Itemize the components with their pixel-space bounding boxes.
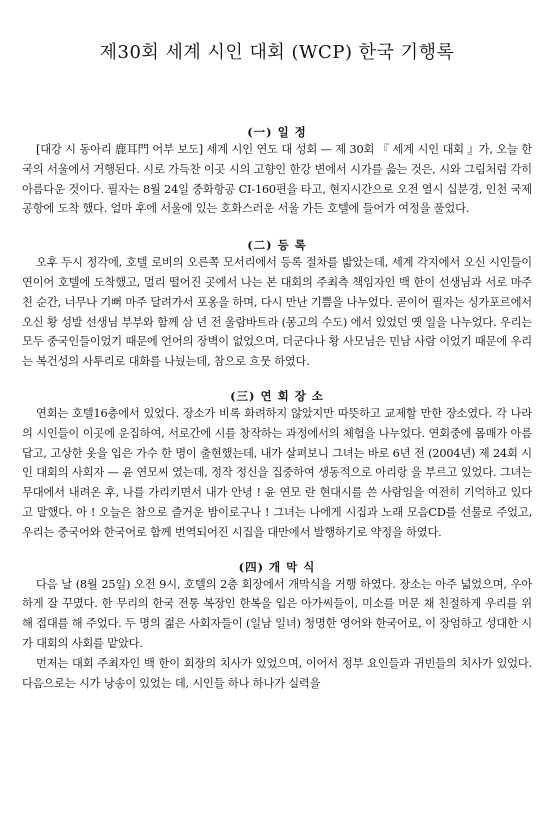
section-paragraph: 연회는 호텔16층에서 있었다. 장소가 비록 화려하지 않았지만 따뜻하고 교제할 만한 장소였다. 각 나라의 시인들이 이곳에 운집하여, 서로간에 시를 창작하는 과정에서의 체험을 나누었다. 연회중에 몸매가 아름답고, 고상한 옷을 입은 가수 한 명이 출현했는데, 내가 살펴보니 그녀는 바로 6년 전 (2004년) 제 24회 시인 대회의 사회자 — 윤 연모씨 였는데, 정작 정신을 집중하여 생동적으로 아리랑 을 부르고 있었다. 그녀는 무대에서 내려온 후, 나를 가리키면서 내가 안녕 ! 윤 연모 란 현대시를 쓴 사람임을 여전히 기억하고 있다고 말했다. 아 ! 오늘은 참으로 즐거운 밤이로구나 ! 그녀는 나에게 시집과 노래 모음CD를 선물로 주었고, 우리는 중국어와 한국어로 함께 번역되어진 시집을 대만에서 발행하기로 약정을 하였다. bbox=[22, 406, 532, 539]
document-page bbox=[0, 38, 550, 838]
section-paragraph: [대강 시 동아리 鹿耳門 어부 보도] 세계 시인 연도 대 성회 — 제 30회 『 세계 시인 대회 』가, 오늘 한국의 서울에서 거행된다. 시로 가득찬 이곳 시의 고향인 한강 변에서 시가를 읊는 것은, 시와 그림처럼 각히 아름다운 것이다. 필자는 8월 24일 중화항공 CI-160편을 타고, 현지시간으로 오전 열시 십분경, 인천 국제 공항에 도착 했다. 얼마 후에 서울에 있는 호화스러운 서울 가든 호텔에 들어가 여정을 풀었다. bbox=[22, 143, 532, 216]
document-title: 제30회 세계 시인 대회 (WCP) 한국 기행록 bbox=[99, 42, 455, 63]
section-paragraph: 먼저는 대회 주최자인 백 한이 회장의 치사가 있었으며, 이어서 정부 요인들과 귀빈들의 치사가 있었다. 다음으로는 시가 낭송이 있었는 데, 시인들 하나 하나가 실력을 bbox=[22, 656, 532, 690]
section-paragraph: 오후 두시 정각에, 호텔 로비의 오른쪽 모서리에서 등록 절차를 밟았는데, 세계 각지에서 오신 시인들이 연이어 호텔에 도착했고, 멀리 떨어진 곳에서 나는 본 대회의 주최측 책임자인 백 한이 선생님과 서로 마주친 순간, 너무나 기뻐 마주 달려가서 포옹을 하며, 다시 만난 기쁨을 나누었다. 곧이어 필자는 싱가포르에서 오신 황 성발 선생님 부부와 함께 삼 년 전 울람바트라 (몽고의 수도) 에서 있었던 옛 일을 나누었다. 우리는 모두 중국인들이었기 때문에 언어의 장벽이 없었으며, 더군다나 황 사모님은 민남 사람 이었기 때문에 우리는 복건성의 사투리로 대화를 나눴는데, 참으로 흐뭇 하였다. bbox=[22, 256, 532, 369]
section-heading-banquet: (三) 연 회 장 소 bbox=[230, 388, 324, 403]
section-paragraph: 다음 날 (8월 25일) 오전 9시, 호텔의 2층 회장에서 개막식을 거행 하였다. 장소는 아주 넓었으며, 우아하게 잘 꾸몄다. 한 무리의 한국 전통 복장인 한복을 입은 아가씨들이, 미소를 머문 채 친절하게 우리를 위해 접대를 해 주었다. 두 명의 젊은 사회자들이 (일남 일녀) 청명한 영어와 한국어로, 이 장엄하고 성대한 시가 대회의 사회를 맡았다. bbox=[22, 577, 532, 650]
section-heading-opening-ceremony: (四) 개 막 식 bbox=[238, 559, 316, 574]
section-heading-registration: (二) 등 록 bbox=[247, 238, 307, 253]
section-heading-schedule: (一) 일 정 bbox=[247, 125, 307, 139]
